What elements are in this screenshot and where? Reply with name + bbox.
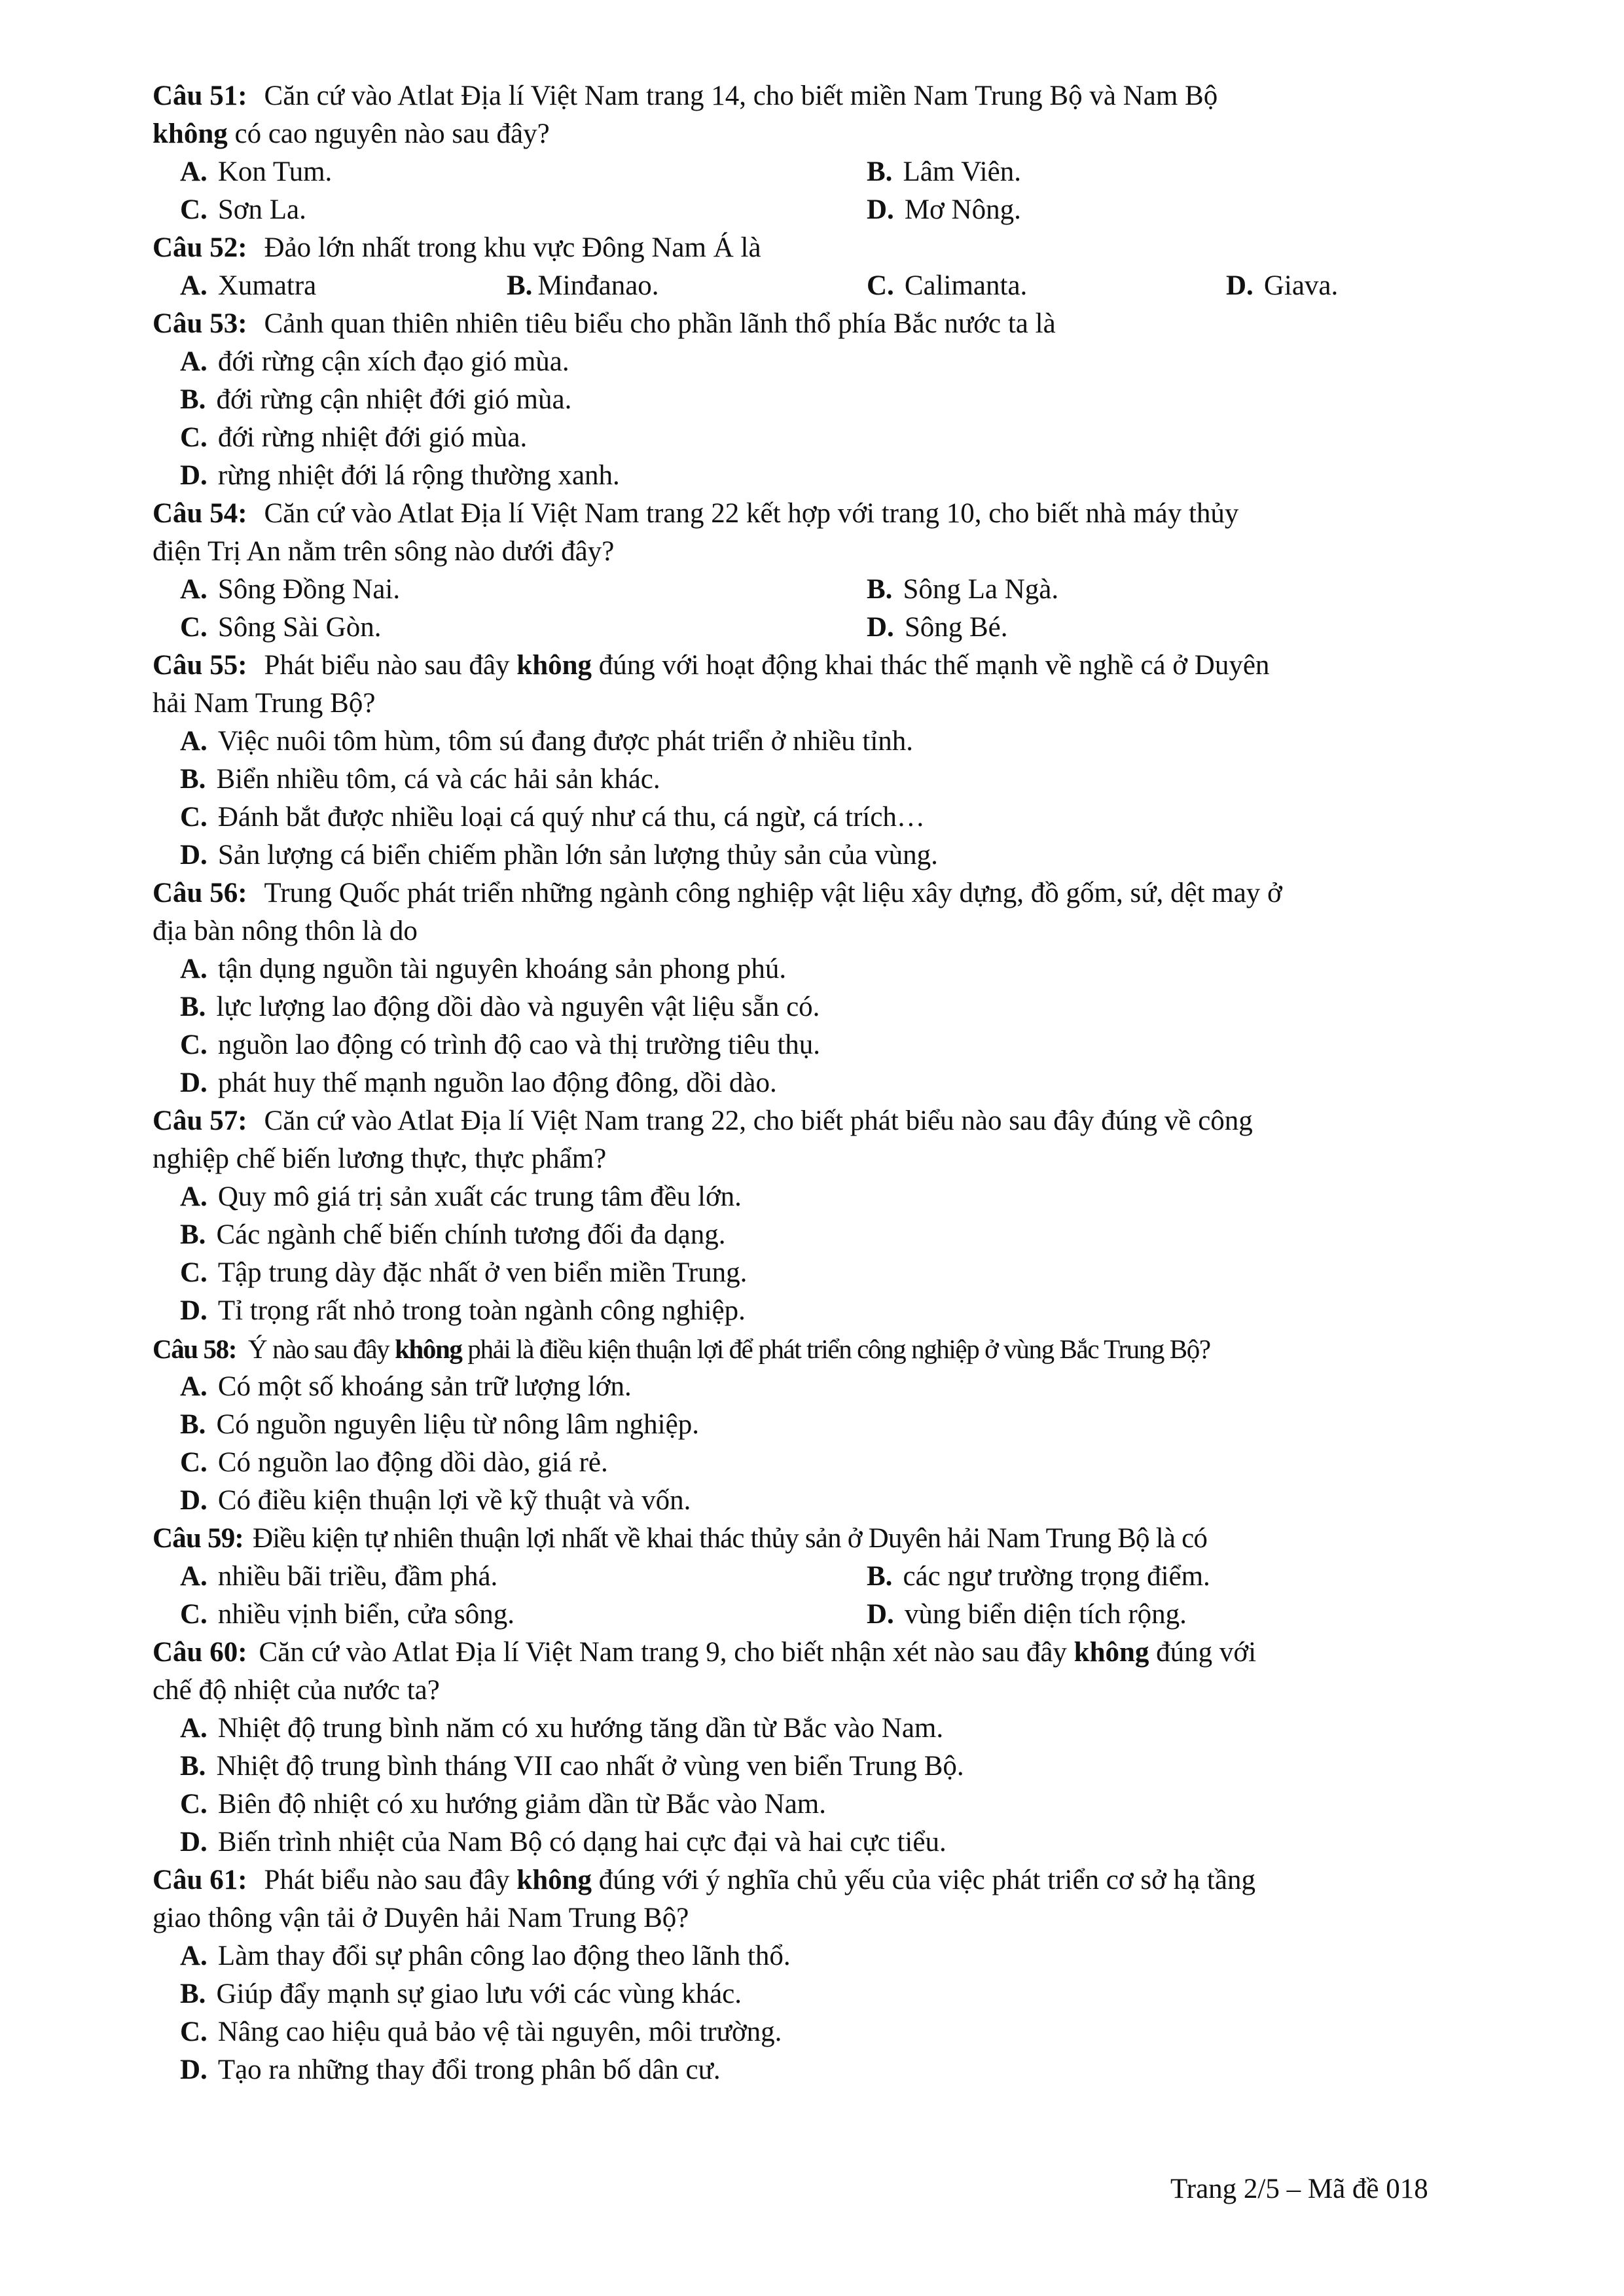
option-text: rừng nhiệt đới lá rộng thường xanh. [217, 460, 620, 491]
option-59-b [867, 1558, 1210, 1596]
option-text: các ngư trường trọng điểm. [903, 1561, 1210, 1592]
option-letter: C. [180, 2017, 208, 2047]
option-55-a [180, 723, 913, 761]
option-59-d [867, 1596, 1187, 1634]
option-text: Biến trình nhiệt của Nam Bộ có dạng hai cực đại và hai cực tiểu. [217, 1827, 947, 1857]
option-text: Có nguồn lao động dồi dào, giá rẻ. [217, 1447, 608, 1478]
option-letter: C. [180, 1447, 208, 1478]
option-text: Đánh bắt được nhiều loại cá quý như cá thu, cá ngừ, cá trích… [217, 802, 925, 833]
question-text: nghiệp chế biến lương thực, thực phẩm? [153, 1143, 607, 1174]
option-61-d [180, 2051, 721, 2089]
question-57-line-1 [153, 1102, 1253, 1140]
option-52-a [180, 267, 316, 305]
question-text: Trung Quốc phát triển những ngành công nghiệp vật liệu xây dựng, đồ gốm, sứ, dệt may ở [264, 878, 1282, 908]
option-text: Các ngành chế biến chính tương đối đa dạng. [216, 1219, 726, 1250]
option-letter: C. [180, 612, 208, 643]
option-text: Sông Sài Gòn. [217, 612, 382, 643]
question-text: Căn cứ vào Atlat Địa lí Việt Nam trang 22 kết hợp với trang 10, cho biết nhà máy thủy [264, 498, 1239, 529]
option-letter: B. [180, 1751, 206, 1782]
option-60-a [180, 1710, 943, 1748]
option-text: Nhiệt độ trung bình năm có xu hướng tăng dần từ Bắc vào Nam. [217, 1713, 944, 1744]
option-60-d [180, 1823, 947, 1861]
question-text: điện Trị An nằm trên sông nào dưới đây? [153, 536, 615, 567]
option-letter: B. [180, 1219, 206, 1250]
option-letter: A. [180, 346, 208, 377]
question-label: Câu 61: [153, 1865, 247, 1895]
option-61-c [180, 2013, 782, 2051]
option-letter: A. [180, 1181, 208, 1212]
option-text: vùng biển diện tích rộng. [904, 1599, 1187, 1630]
question-text: phải là điều kiện thuận lợi để phát triển công nghiệp ở vùng Bắc Trung Bộ? [467, 1334, 1210, 1364]
question-51-line-1 [153, 77, 1218, 115]
question-label: Câu 54: [153, 498, 247, 529]
option-text: Sơn La. [217, 194, 306, 225]
option-56-a [180, 950, 786, 988]
option-letter: A. [180, 726, 208, 757]
option-letter: D. [180, 1295, 208, 1326]
option-text: Giava. [1263, 270, 1339, 301]
option-letter: C. [180, 194, 208, 225]
option-letter: A. [180, 156, 208, 187]
option-letter: D. [867, 1599, 894, 1630]
option-letter: D. [867, 194, 894, 225]
option-text: nguồn lao động có trình độ cao và thị trường tiêu thụ. [217, 1030, 821, 1060]
option-54-c [180, 609, 381, 647]
question-label: Câu 53: [153, 308, 247, 339]
question-53-line-1 [153, 305, 1056, 343]
option-letter: A. [180, 1713, 208, 1744]
option-58-c [180, 1444, 608, 1482]
option-text: Làm thay đổi sự phân công lao động theo lãnh thổ. [217, 1941, 791, 1971]
option-text: Nâng cao hiệu quả bảo vệ tài nguyên, môi trường. [217, 2017, 782, 2047]
question-59-line-1 [153, 1520, 1207, 1558]
option-letter: A. [180, 1941, 208, 1971]
option-text: Có một số khoáng sản trữ lượng lớn. [217, 1371, 632, 1402]
option-51-c [180, 191, 306, 229]
question-label: Câu 52: [153, 232, 247, 263]
option-54-d [867, 609, 1008, 647]
option-letter: A. [180, 270, 208, 301]
option-text: Tập trung dày đặc nhất ở ven biển miền Trung. [217, 1257, 748, 1288]
option-51-d [867, 191, 1021, 229]
option-54-b [867, 571, 1058, 609]
question-61-line-1 [153, 1861, 1255, 1899]
question-60-line-2 [153, 1672, 440, 1710]
question-label: Câu 59: [153, 1523, 244, 1554]
option-53-d [180, 457, 620, 495]
option-text: Sản lượng cá biển chiếm phần lớn sản lượng thủy sản của vùng. [217, 840, 938, 870]
option-text: Nhiệt độ trung bình tháng VII cao nhất ở vùng ven biển Trung Bộ. [216, 1751, 964, 1782]
option-59-c [180, 1596, 514, 1634]
option-56-c [180, 1026, 820, 1064]
option-letter: C. [180, 1257, 208, 1288]
option-letter: B. [867, 574, 893, 605]
question-56-line-1 [153, 874, 1282, 912]
question-57-line-2 [153, 1140, 606, 1178]
option-55-d [180, 836, 938, 874]
option-text: phát huy thế mạnh nguồn lao động đông, dồi dào. [217, 1067, 777, 1098]
option-letter: D. [180, 1485, 208, 1516]
option-text: Có điều kiện thuận lợi về kỹ thuật và vốn. [217, 1485, 691, 1516]
option-text: đới rừng nhiệt đới gió mùa. [217, 422, 528, 453]
option-text: Biên độ nhiệt có xu hướng giảm dần từ Bắc vào Nam. [217, 1789, 826, 1820]
question-text: chế độ nhiệt của nước ta? [153, 1675, 440, 1706]
option-letter: D. [180, 2054, 208, 2085]
option-letter: B. [180, 384, 206, 415]
question-text: đúng với ý nghĩa chủ yếu của việc phát triển cơ sở hạ tầng [598, 1865, 1255, 1895]
option-56-b [180, 988, 820, 1026]
option-letter: B. [180, 1979, 206, 2009]
option-text: Việc nuôi tôm hùm, tôm sú đang được phát triển ở nhiều tỉnh. [217, 726, 914, 757]
option-letter: C. [867, 270, 894, 301]
option-text: Calimanta. [904, 270, 1028, 301]
question-55-line-1 [153, 647, 1269, 685]
option-text: Mơ Nông. [904, 194, 1021, 225]
option-58-a [180, 1368, 632, 1406]
option-text: Quy mô giá trị sản xuất các trung tâm đều lớn. [217, 1181, 742, 1212]
question-text: hải Nam Trung Bộ? [153, 688, 376, 719]
option-57-c [180, 1254, 747, 1292]
option-letter: A. [180, 1371, 208, 1402]
option-57-d [180, 1292, 746, 1330]
option-text: tận dụng nguồn tài nguyên khoáng sản phong phú. [217, 954, 787, 984]
option-58-d [180, 1482, 691, 1520]
option-53-b [180, 381, 571, 419]
question-54-line-2 [153, 533, 614, 571]
question-text: đúng với [1156, 1637, 1257, 1668]
emphasis-word: không [1074, 1637, 1149, 1668]
question-56-line-2 [153, 912, 418, 950]
question-text: Căn cứ vào Atlat Địa lí Việt Nam trang 22, cho biết phát biểu nào sau đây đúng về công [264, 1105, 1253, 1136]
option-61-a [180, 1937, 791, 1975]
question-text: đúng với hoạt động khai thác thế mạnh về nghề cá ở Duyên [598, 650, 1270, 681]
option-letter: D. [180, 460, 208, 491]
question-label: Câu 56: [153, 878, 247, 908]
option-57-b [180, 1216, 725, 1254]
question-text: Phát biểu nào sau đây [264, 1865, 510, 1895]
option-text: Xumatra [217, 270, 317, 301]
option-letter: C. [180, 1599, 208, 1630]
question-text: Điều kiện tự nhiên thuận lợi nhất về khai thác thủy sản ở Duyên hải Nam Trung Bộ là có [252, 1523, 1208, 1554]
option-61-b [180, 1975, 742, 2013]
option-55-b [180, 761, 660, 798]
option-letter: A. [180, 574, 208, 605]
option-53-a [180, 343, 569, 381]
option-52-c [867, 267, 1027, 305]
option-text: đới rừng cận xích đạo gió mùa. [217, 346, 569, 377]
option-letter: B. [507, 270, 533, 301]
option-51-a [180, 153, 332, 191]
option-letter: D. [867, 612, 894, 643]
option-text: Sông Bé. [904, 612, 1008, 643]
question-58-line-1 [153, 1330, 1210, 1368]
option-54-a [180, 571, 400, 609]
question-text: Phát biểu nào sau đây [264, 650, 510, 681]
option-51-b [867, 153, 1021, 191]
question-61-line-2 [153, 1899, 689, 1937]
question-51-line-2 [153, 115, 550, 153]
option-58-b [180, 1406, 699, 1444]
option-55-c [180, 798, 925, 836]
question-text: giao thông vận tải ở Duyên hải Nam Trung Bộ? [153, 1903, 689, 1933]
option-text: Minđanao. [537, 270, 659, 301]
option-text: lực lượng lao động dồi dào và nguyên vật liệu sẵn có. [216, 992, 820, 1022]
emphasis-word: không [516, 650, 592, 681]
question-60-line-1 [153, 1634, 1256, 1672]
option-text: Biển nhiều tôm, cá và các hải sản khác. [216, 764, 660, 795]
option-56-d [180, 1064, 777, 1102]
question-text: Căn cứ vào Atlat Địa lí Việt Nam trang 14, cho biết miền Nam Trung Bộ và Nam Bộ [264, 81, 1218, 111]
option-text: Sông La Ngà. [903, 574, 1059, 605]
option-letter: B. [180, 764, 206, 795]
option-52-d [1226, 267, 1338, 305]
option-text: Tạo ra những thay đổi trong phân bố dân cư. [217, 2054, 721, 2085]
option-letter: B. [180, 1409, 206, 1440]
option-letter: B. [867, 1561, 893, 1592]
question-text: Cảnh quan thiên nhiên tiêu biểu cho phần lãnh thổ phía Bắc nước ta là [264, 308, 1056, 339]
question-54-line-1 [153, 495, 1238, 533]
option-57-a [180, 1178, 742, 1216]
option-text: nhiều vịnh biển, cửa sông. [217, 1599, 515, 1630]
option-53-c [180, 419, 527, 457]
page-footer: Trang 2/5 – Mã đề 018 [1170, 2174, 1428, 2204]
question-52-line-1 [153, 229, 761, 267]
question-label: Câu 57: [153, 1105, 247, 1136]
option-letter: C. [180, 422, 208, 453]
option-text: Sông Đồng Nai. [217, 574, 401, 605]
question-text: Ý nào sau đây [248, 1334, 389, 1364]
option-letter: D. [1226, 270, 1254, 301]
option-52-b [507, 267, 659, 305]
option-letter: D. [180, 1827, 208, 1857]
option-text: nhiều bãi triều, đầm phá. [217, 1561, 498, 1592]
question-label: Câu 58: [153, 1334, 237, 1364]
question-55-line-2 [153, 685, 375, 723]
option-59-a [180, 1558, 497, 1596]
emphasis-word: không [516, 1865, 592, 1895]
option-letter: A. [180, 1561, 208, 1592]
option-text: Lâm Viên. [903, 156, 1021, 187]
option-letter: B. [180, 992, 206, 1022]
option-text: đới rừng cận nhiệt đới gió mùa. [216, 384, 572, 415]
question-label: Câu 51: [153, 81, 247, 111]
question-text: có cao nguyên nào sau đây? [234, 118, 550, 149]
option-letter: D. [180, 840, 208, 870]
option-text: Có nguồn nguyên liệu từ nông lâm nghiệp. [216, 1409, 699, 1440]
emphasis-word: không [395, 1334, 462, 1364]
option-text: Tỉ trọng rất nhỏ trong toàn ngành công nghiệp. [217, 1295, 746, 1326]
option-letter: C. [180, 1030, 208, 1060]
option-letter: C. [180, 1789, 208, 1820]
question-text: Đảo lớn nhất trong khu vực Đông Nam Á là [264, 232, 761, 263]
option-text: Kon Tum. [217, 156, 333, 187]
option-letter: D. [180, 1067, 208, 1098]
option-60-c [180, 1785, 826, 1823]
option-letter: B. [867, 156, 893, 187]
emphasis-word: không [153, 118, 228, 149]
question-text: địa bàn nông thôn là do [153, 916, 418, 946]
question-text: Căn cứ vào Atlat Địa lí Việt Nam trang 9, cho biết nhận xét nào sau đây [259, 1637, 1067, 1668]
option-60-b [180, 1748, 964, 1785]
question-label: Câu 55: [153, 650, 247, 681]
option-text: Giúp đẩy mạnh sự giao lưu với các vùng khác. [216, 1979, 742, 2009]
option-letter: A. [180, 954, 208, 984]
question-label: Câu 60: [153, 1637, 247, 1668]
option-letter: C. [180, 802, 208, 833]
